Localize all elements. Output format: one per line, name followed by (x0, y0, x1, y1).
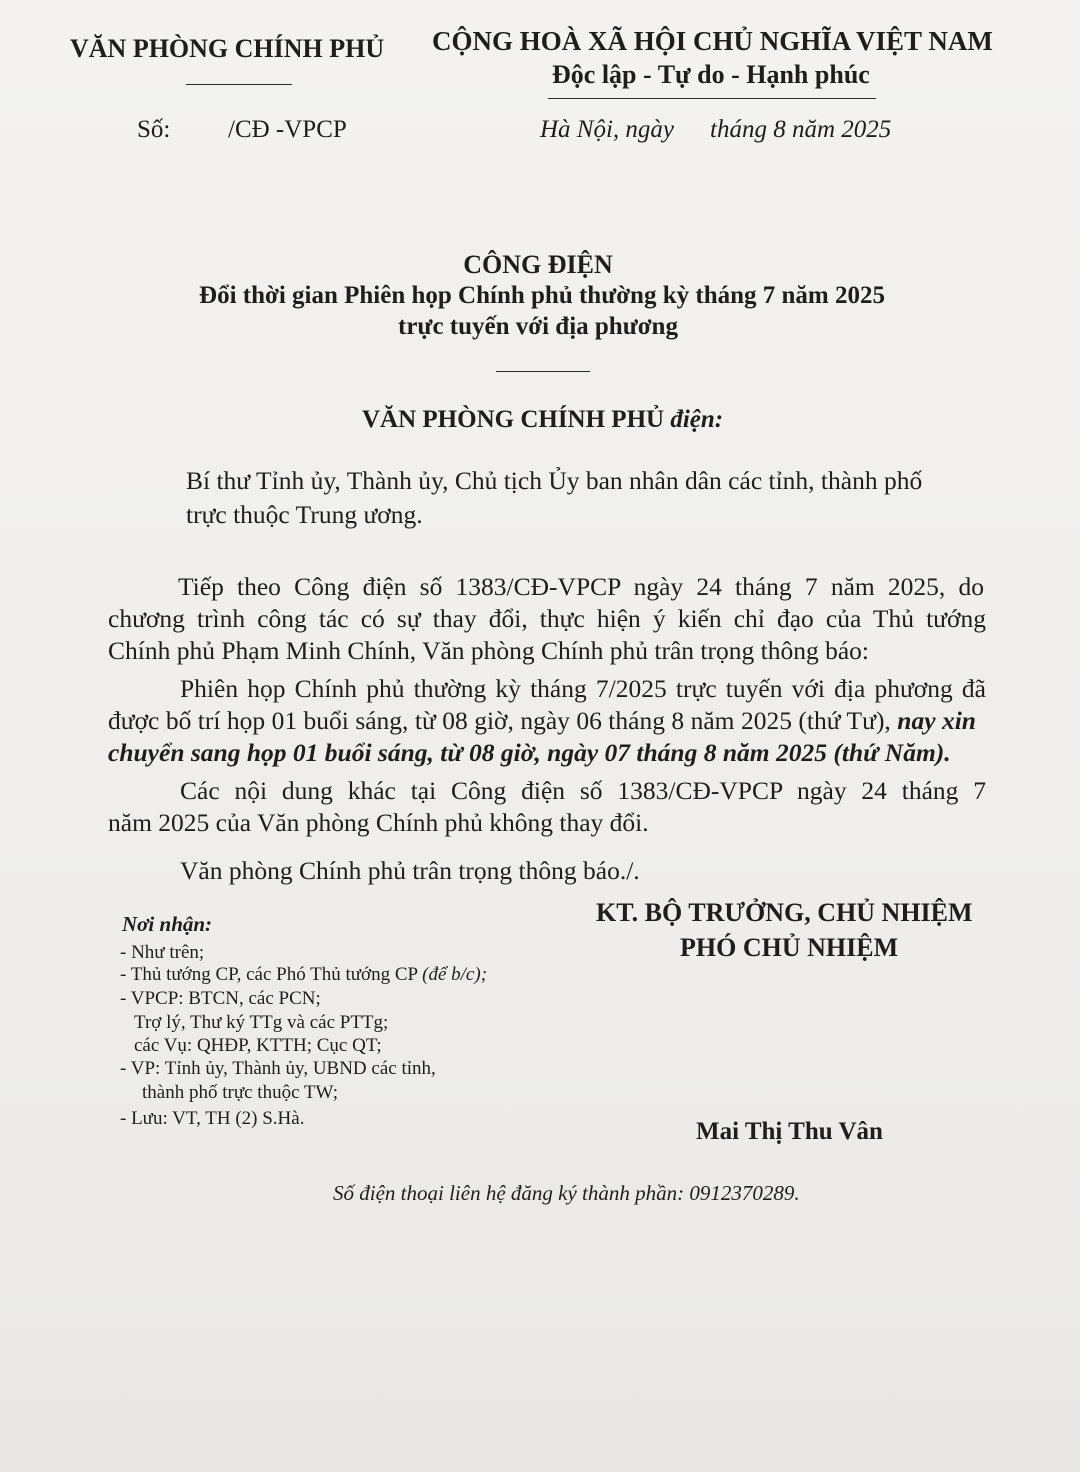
motto-underline (548, 98, 876, 99)
sender-verb: điện: (670, 406, 724, 433)
paragraph-2-line-1: Phiên họp Chính phủ thường kỳ tháng 7/2025 trực tuyến với địa phương đã (180, 674, 986, 703)
recipient-item: - Như trên; (120, 942, 205, 963)
paragraph-2-line-2 (108, 706, 976, 736)
recipient-item: - Lưu: VT, TH (2) S.Hà. (120, 1108, 305, 1129)
document-number-label: Số: (137, 116, 171, 143)
recipient-note: (để b/c); (422, 964, 488, 985)
recipients-title: Nơi nhận: (122, 912, 213, 936)
document-type: CÔNG ĐIỆN (463, 250, 613, 279)
agency-underline (186, 84, 292, 85)
paragraph-3-line-1: Các nội dung khác tại Công điện số 1383/CĐ-VPCP ngày 24 tháng 7 (180, 776, 986, 805)
paragraph-1-line-3: Chính phủ Phạm Minh Chính, Văn phòng Chính phủ trân trọng thông báo: (108, 636, 869, 665)
paragraph-1-line-2: chương trình công tác có sự thay đổi, thực hiện ý kiến chỉ đạo của Thủ tướng (108, 604, 986, 633)
sender-name: VĂN PHÒNG CHÍNH PHỦ (362, 406, 665, 433)
recipient-item: Trợ lý, Thư ký TTg và các PTTg; (134, 1012, 389, 1033)
document-number: /CĐ -VPCP (228, 116, 347, 143)
closing-sentence: Văn phòng Chính phủ trân trọng thông báo./. (180, 856, 640, 885)
signer-name: Mai Thị Thu Vân (696, 1118, 883, 1145)
paragraph-2-normal-text: được bố trí họp 01 buổi sáng, từ 08 giờ, ngày 06 tháng 8 năm 2025 (thứ Tư), (108, 706, 891, 735)
title-divider (496, 371, 590, 372)
issuing-agency: VĂN PHÒNG CHÍNH PHỦ (70, 34, 385, 63)
recipient-item: - VP: Tỉnh ủy, Thành ủy, UBND các tỉnh, (120, 1058, 436, 1079)
place-date-part1: Hà Nội, ngày (540, 116, 675, 143)
place-and-date (540, 116, 891, 144)
sender-line (362, 406, 723, 434)
signature-title-1: KT. BỘ TRƯỞNG, CHỦ NHIỆM (596, 898, 973, 927)
national-title: CỘNG HOÀ XÃ HỘI CHỦ NGHĨA VIỆT NAM (432, 26, 993, 56)
recipient-item (120, 964, 487, 986)
place-date-part2: tháng 8 năm 2025 (710, 116, 892, 143)
national-motto: Độc lập - Tự do - Hạnh phúc (552, 60, 870, 89)
recipient-text: - Thủ tướng CP, các Phó Thủ tướng CP (120, 964, 418, 985)
paragraph-3-line-2: năm 2025 của Văn phòng Chính phủ không thay đổi. (108, 808, 649, 837)
signature-title-2: PHÓ CHỦ NHIỆM (680, 933, 899, 962)
subject-line-2: trực tuyến với địa phương (398, 313, 678, 340)
paragraph-2-emphasis-start: nay xin (897, 706, 976, 735)
addressee-line-2: trực thuộc Trung ương. (186, 500, 423, 529)
contact-phone-note: Số điện thoại liên hệ đăng ký thành phần: 0912370289. (333, 1181, 800, 1205)
recipient-item: - VPCP: BTCN, các PCN; (120, 988, 321, 1009)
addressee-line-1: Bí thư Tỉnh ủy, Thành ủy, Chủ tịch Ủy ban nhân dân các tỉnh, thành phố (186, 466, 923, 495)
recipient-item: các Vụ: QHĐP, KTTH; Cục QT; (134, 1035, 382, 1056)
paragraph-1-line-1: Tiếp theo Công điện số 1383/CĐ-VPCP ngày 24 tháng 7 năm 2025, do (178, 572, 984, 601)
recipient-item: thành phố trực thuộc TW; (142, 1082, 339, 1103)
paragraph-2-emphasis-line: chuyển sang họp 01 buổi sáng, từ 08 giờ, ngày 07 tháng 8 năm 2025 (thứ Năm). (108, 738, 951, 767)
subject-line-1: Đổi thời gian Phiên họp Chính phủ thường kỳ tháng 7 năm 2025 (199, 282, 885, 309)
